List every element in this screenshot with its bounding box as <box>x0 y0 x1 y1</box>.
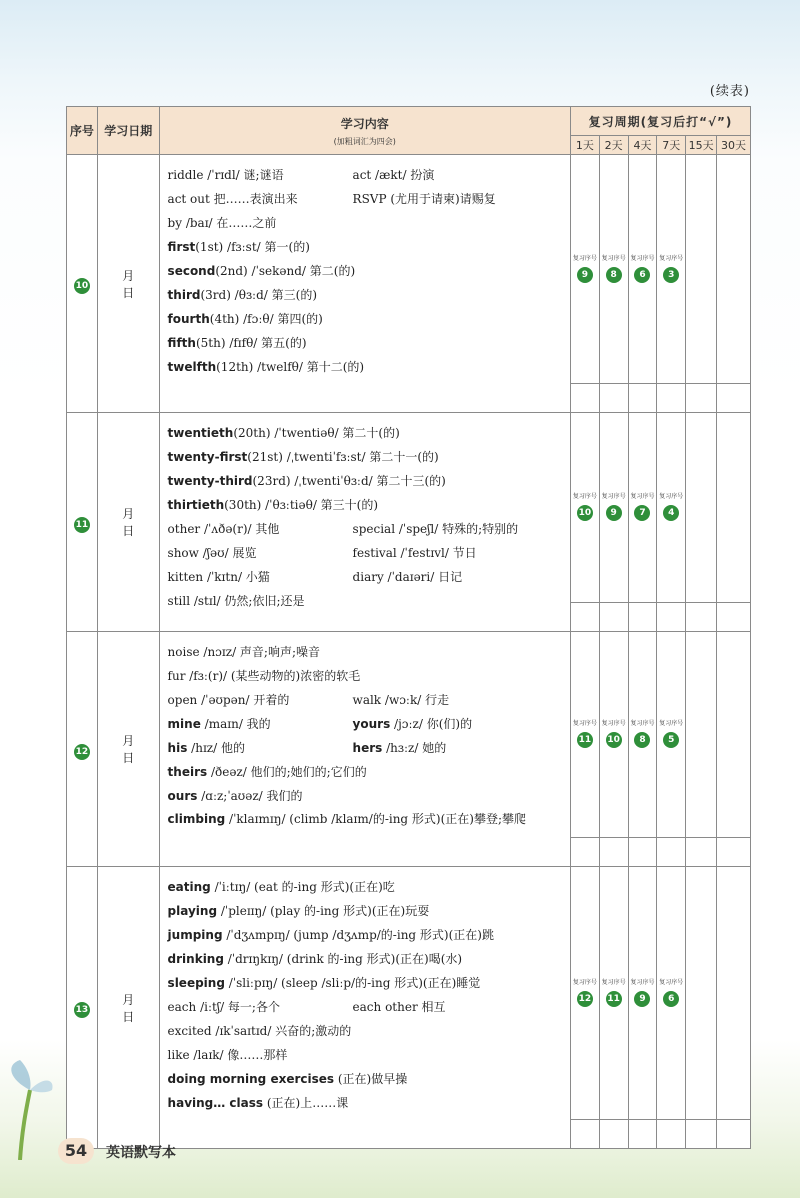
header-day-7: 7天 <box>657 136 686 155</box>
vocab-word: third <box>167 288 201 302</box>
vocab-list <box>159 413 570 632</box>
month-label: 月 <box>122 992 135 1007</box>
review-tick-cell[interactable] <box>599 603 628 632</box>
vocab-entry-second <box>353 995 446 1019</box>
lesson-number-badge: 13 <box>74 1002 90 1018</box>
lesson-number <box>67 155 98 413</box>
review-ref <box>602 494 626 521</box>
vocab-definition: festival /ˈfestɪvl/ 节日 <box>352 546 477 560</box>
vocab-definition: (正在)做早操 <box>334 1072 408 1086</box>
study-date-field[interactable] <box>97 867 159 1149</box>
book-title: 英语默写本 <box>106 1145 176 1161</box>
review-check-cell[interactable] <box>570 867 599 1120</box>
review-check-cell[interactable] <box>599 413 628 603</box>
lesson-number <box>67 867 98 1149</box>
vocab-definition: walk /wɔːk/ 行走 <box>352 693 450 707</box>
review-ref-label: 复习序号 <box>659 254 684 262</box>
review-ref-number: 12 <box>577 991 593 1007</box>
review-ref <box>573 494 597 521</box>
header-content: 学习内容 (加粗词汇为四会) <box>159 107 570 155</box>
review-ref <box>659 256 683 283</box>
review-ref-number: 9 <box>634 991 650 1007</box>
review-check-cell[interactable] <box>686 413 717 603</box>
review-ref-number: 6 <box>634 267 650 283</box>
review-check-cell[interactable] <box>686 632 717 838</box>
vocab-entry <box>168 469 566 493</box>
vocab-definition: /ˈdrɪŋkɪŋ/ (drink 的-ing 形式)(正在)喝(水) <box>223 952 463 966</box>
vocab-entry <box>168 1067 566 1091</box>
vocab-entry <box>168 163 566 187</box>
vocab-entry <box>168 875 566 899</box>
vocab-definition: /ˈsliːpɪŋ/ (sleep /sliːp/的-ing 形式)(正在)睡觉 <box>224 976 481 990</box>
vocab-entry <box>168 355 566 379</box>
vocab-word: sleeping <box>167 976 225 990</box>
review-check-cell[interactable] <box>599 155 628 384</box>
review-tick-cell[interactable] <box>686 603 717 632</box>
review-ref-number: 9 <box>606 505 622 521</box>
review-check-cell[interactable] <box>628 632 657 838</box>
header-seq: 序号 <box>67 107 98 155</box>
review-tick-cell[interactable] <box>686 384 717 413</box>
review-check-cell[interactable] <box>628 867 657 1120</box>
review-tick-cell[interactable] <box>599 1120 628 1149</box>
vocab-definition: (20th) /ˈtwentiəθ/ 第二十(的) <box>233 426 400 440</box>
review-ref-label: 复习序号 <box>659 978 684 986</box>
review-ref-label: 复习序号 <box>572 978 597 986</box>
review-check-cell[interactable] <box>657 867 686 1120</box>
vocab-entry <box>168 760 566 784</box>
review-ref-label: 复习序号 <box>630 493 655 500</box>
vocab-entry-second <box>353 163 435 187</box>
review-tick-cell[interactable] <box>717 838 751 867</box>
day-label: 日 <box>122 524 135 538</box>
review-ref-label: 复习序号 <box>572 493 597 500</box>
review-ref-label: 复习序号 <box>601 978 626 986</box>
vocab-entry <box>168 1019 566 1043</box>
review-ref <box>573 721 597 748</box>
vocab-entry <box>168 995 566 1019</box>
vocab-word: eating <box>167 880 211 894</box>
review-check-cell[interactable] <box>717 632 751 838</box>
vocab-list <box>159 632 570 867</box>
review-ref-label: 复习序号 <box>630 254 655 262</box>
vocab-definition: /jɔːz/ 你(们)的 <box>390 717 473 731</box>
vocab-definition: (1st) /fɜːst/ 第一(的) <box>195 240 310 254</box>
review-tick-cell[interactable] <box>686 1120 717 1149</box>
vocab-entry <box>168 899 566 923</box>
lesson-row <box>67 632 751 838</box>
vocab-word: ours <box>167 789 198 803</box>
vocab-entry <box>168 259 566 283</box>
lesson-number <box>67 413 98 632</box>
vocab-word: yours <box>352 717 391 731</box>
vocab-list <box>159 867 570 1149</box>
vocab-word: playing <box>167 904 218 918</box>
vocab-entry <box>168 784 566 808</box>
month-label: 月 <box>122 734 135 748</box>
vocab-entry <box>168 712 566 736</box>
vocab-word: twentieth <box>167 426 234 440</box>
review-tick-cell[interactable] <box>657 384 686 413</box>
study-date-field[interactable] <box>97 413 159 632</box>
vocab-entry-second <box>353 565 463 589</box>
vocab-definition: /maɪn/ 我的 <box>200 717 271 731</box>
vocab-word: twelfth <box>167 360 217 374</box>
vocab-word: doing morning exercises <box>167 1072 335 1086</box>
header-date: 学习日期 <box>97 107 159 155</box>
review-check-cell[interactable] <box>570 632 599 838</box>
review-tick-cell[interactable] <box>657 603 686 632</box>
lesson-number-badge: 12 <box>74 744 90 760</box>
vocab-definition: other /ˈʌðə(r)/ 其他 <box>167 522 280 536</box>
review-ref <box>659 980 683 1007</box>
review-ref-number: 8 <box>606 267 622 283</box>
review-tick-cell[interactable] <box>657 1120 686 1149</box>
review-tick-cell[interactable] <box>686 838 717 867</box>
review-check-cell[interactable] <box>657 413 686 603</box>
vocab-entry <box>168 235 566 259</box>
vocab-entry <box>168 923 566 947</box>
vocab-definition: by /baɪ/ 在……之前 <box>167 216 277 230</box>
review-tick-cell[interactable] <box>599 384 628 413</box>
vocab-word: first <box>167 240 196 254</box>
study-date-field[interactable] <box>97 155 159 413</box>
vocab-definition: show /ʃəʊ/ 展览 <box>167 546 257 560</box>
vocab-entry-second <box>353 712 473 736</box>
vocab-word: fifth <box>167 336 196 350</box>
vocab-definition: (2nd) /ˈsekənd/ 第二(的) <box>215 264 356 278</box>
header-day-15: 15天 <box>686 136 717 155</box>
review-ref-label: 复习序号 <box>630 978 655 986</box>
vocab-definition: each /iːtʃ/ 每一;各个 <box>167 1000 280 1014</box>
review-ref <box>659 721 683 748</box>
header-day-30: 30天 <box>717 136 751 155</box>
month-label: 月 <box>122 507 135 521</box>
review-tick-cell[interactable] <box>628 838 657 867</box>
review-ref-number: 11 <box>577 732 593 748</box>
vocab-entry-second <box>353 736 447 760</box>
vocab-definition: /ˈiːtɪŋ/ (eat 的-ing 形式)(正在)吃 <box>210 880 395 894</box>
vocab-entry <box>168 565 566 589</box>
review-check-cell[interactable] <box>599 632 628 838</box>
day-label: 日 <box>122 751 135 765</box>
vocab-word: thirtieth <box>167 498 225 512</box>
review-tick-cell[interactable] <box>628 384 657 413</box>
review-tick-cell[interactable] <box>570 838 599 867</box>
review-tick-cell[interactable] <box>717 603 751 632</box>
vocab-definition: (正在)上……课 <box>263 1096 349 1110</box>
vocab-entry <box>168 664 566 688</box>
review-ref <box>573 256 597 283</box>
header-content-sub: (加粗词汇为四会) <box>333 136 396 146</box>
vocab-entry <box>168 640 566 664</box>
vocab-definition: open /ˈəʊpən/ 开着的 <box>167 693 290 707</box>
vocab-entry <box>168 971 566 995</box>
vocab-entry <box>168 736 566 760</box>
vocab-entry <box>168 445 566 469</box>
lesson-row <box>67 413 751 603</box>
vocab-definition: special /ˈspeʃl/ 特殊的;特别的 <box>352 522 519 536</box>
vocab-entry <box>168 187 566 211</box>
review-ref-label: 复习序号 <box>630 720 655 727</box>
vocab-entry <box>168 493 566 517</box>
header-review-cycle: 复习周期(复习后打“√”) <box>570 107 750 136</box>
vocab-word: hers <box>352 741 383 755</box>
vocab-definition: /ˈpleɪɪŋ/ (play 的-ing 形式)(正在)玩耍 <box>217 904 430 918</box>
review-ref-label: 复习序号 <box>601 493 626 500</box>
page-number: 54 <box>58 1138 94 1164</box>
vocab-definition: /hɜːz/ 她的 <box>382 741 447 755</box>
vocab-definition: (5th) /fɪfθ/ 第五(的) <box>195 336 307 350</box>
vocab-entry <box>168 421 566 445</box>
review-ref-label: 复习序号 <box>601 720 626 727</box>
review-ref-label: 复习序号 <box>572 720 597 727</box>
review-ref-number: 11 <box>606 991 622 1007</box>
review-ref <box>573 980 597 1007</box>
vocab-entry <box>168 1091 566 1115</box>
review-check-cell[interactable] <box>599 867 628 1120</box>
month-label: 月 <box>122 268 135 283</box>
review-tick-cell[interactable] <box>628 603 657 632</box>
vocab-definition: (3rd) /θɜːd/ 第三(的) <box>200 288 318 302</box>
review-ref-label: 复习序号 <box>601 254 626 262</box>
vocab-definition: fur /fɜː(r)/ (某些动物的)浓密的软毛 <box>167 669 361 683</box>
vocab-entry <box>168 541 566 565</box>
header-day-4: 4天 <box>628 136 657 155</box>
vocab-definition: /ðeəz/ 他们的;她们的;它们的 <box>207 765 367 779</box>
vocab-word: mine <box>167 717 201 731</box>
review-check-cell[interactable] <box>570 413 599 603</box>
leaf-decoration <box>0 1060 60 1160</box>
vocab-entry-second <box>353 688 450 712</box>
vocab-word: fourth <box>167 312 210 326</box>
vocab-list <box>159 155 570 413</box>
review-check-cell[interactable] <box>717 413 751 603</box>
vocab-word: twenty-first <box>167 450 248 464</box>
vocab-entry <box>168 331 566 355</box>
vocab-definition: (23rd) /ˌtwentiˈθɜːd/ 第二十三(的) <box>252 474 446 488</box>
vocab-definition: noise /nɔɪz/ 声音;响声;噪音 <box>167 645 321 659</box>
vocab-word: his <box>167 741 188 755</box>
review-ref-number: 10 <box>577 505 593 521</box>
review-ref <box>602 256 626 283</box>
vocab-definition: (30th) /ˈθɜːtiəθ/ 第三十(的) <box>224 498 379 512</box>
vocab-entry <box>168 688 566 712</box>
review-ref-number: 5 <box>663 732 679 748</box>
review-ref-number: 9 <box>577 267 593 283</box>
study-date-field[interactable] <box>97 632 159 867</box>
vocab-word: climbing <box>167 812 226 826</box>
review-ref-label: 复习序号 <box>659 720 684 727</box>
review-check-cell[interactable] <box>657 632 686 838</box>
vocab-word: twenty-third <box>167 474 253 488</box>
vocab-entry-second <box>353 517 519 541</box>
review-ref-number: 6 <box>663 991 679 1007</box>
review-check-cell[interactable] <box>628 155 657 384</box>
vocab-entry <box>168 808 566 830</box>
vocab-definition: each other 相互 <box>352 1000 446 1014</box>
review-tick-cell[interactable] <box>599 838 628 867</box>
review-ref-number: 8 <box>634 732 650 748</box>
vocab-definition: RSVP (尤用于请柬)请赐复 <box>352 192 496 206</box>
review-ref <box>630 980 654 1007</box>
vocab-definition: (21st) /ˌtwentiˈfɜːst/ 第二十一(的) <box>247 450 439 464</box>
vocab-definition: act out 把……表演出来 <box>167 192 298 206</box>
review-ref-number: 3 <box>663 267 679 283</box>
review-ref-number: 7 <box>634 505 650 521</box>
review-check-cell[interactable] <box>628 413 657 603</box>
vocab-definition: kitten /ˈkɪtn/ 小猫 <box>167 570 270 584</box>
review-check-cell[interactable] <box>570 155 599 384</box>
vocab-entry-second <box>353 187 496 211</box>
vocab-definition: /ˈdʒʌmpɪŋ/ (jump /dʒʌmp/的-ing 形式)(正在)跳 <box>222 928 494 942</box>
vocab-entry <box>168 1043 566 1067</box>
vocab-definition: act /ækt/ 扮演 <box>352 168 435 182</box>
vocab-definition: riddle /ˈrɪdl/ 谜;谜语 <box>167 168 284 182</box>
lesson-number <box>67 632 98 867</box>
review-ref <box>602 980 626 1007</box>
vocab-entry <box>168 947 566 971</box>
review-ref-label: 复习序号 <box>659 493 684 500</box>
review-tick-cell[interactable] <box>570 603 599 632</box>
review-tick-cell[interactable] <box>570 1120 599 1149</box>
vocab-definition: (12th) /twelfθ/ 第十二(的) <box>216 360 365 374</box>
review-ref <box>602 721 626 748</box>
vocab-definition: /ɑːz;ˈaʊəz/ 我们的 <box>197 789 303 803</box>
vocab-entry <box>168 283 566 307</box>
review-check-cell[interactable] <box>717 155 751 384</box>
review-ref-number: 4 <box>663 505 679 521</box>
vocab-entry <box>168 517 566 541</box>
review-tick-cell[interactable] <box>717 384 751 413</box>
vocab-word: theirs <box>167 765 208 779</box>
vocab-entry <box>168 589 566 613</box>
lesson-number-badge: 11 <box>74 517 90 533</box>
review-tick-cell[interactable] <box>628 1120 657 1149</box>
day-label: 日 <box>122 285 135 300</box>
vocab-definition: diary /ˈdaɪəri/ 日记 <box>352 570 463 584</box>
review-check-cell[interactable] <box>686 155 717 384</box>
review-ref-label: 复习序号 <box>572 254 597 262</box>
review-tick-cell[interactable] <box>717 1120 751 1149</box>
header-day-1: 1天 <box>570 136 599 155</box>
review-ref <box>630 721 654 748</box>
review-ref-number: 10 <box>606 732 622 748</box>
review-check-cell[interactable] <box>717 867 751 1120</box>
review-check-cell[interactable] <box>657 155 686 384</box>
review-tick-cell[interactable] <box>570 384 599 413</box>
day-label: 日 <box>122 1009 135 1024</box>
review-ref <box>659 494 683 521</box>
vocab-definition: still /stɪl/ 仍然;依旧;还是 <box>167 594 305 608</box>
header-day-2: 2天 <box>599 136 628 155</box>
review-ref <box>630 256 654 283</box>
continued-label: (续表) <box>709 84 750 99</box>
vocab-entry-second <box>353 541 477 565</box>
review-ref <box>630 494 654 521</box>
vocab-definition: like /laɪk/ 像……那样 <box>167 1048 288 1062</box>
review-check-cell[interactable] <box>686 867 717 1120</box>
vocab-definition: excited /ɪkˈsaɪtɪd/ 兴奋的;激动的 <box>167 1024 352 1038</box>
vocab-definition: (4th) /fɔːθ/ 第四(的) <box>209 312 323 326</box>
lesson-number-badge: 10 <box>74 278 90 294</box>
vocab-word: drinking <box>167 952 224 966</box>
lesson-row <box>67 867 751 1120</box>
vocab-table <box>66 106 751 1149</box>
vocab-word: jumping <box>167 928 223 942</box>
lesson-row <box>67 155 751 384</box>
vocab-entry <box>168 307 566 331</box>
vocab-definition: /hɪz/ 他的 <box>187 741 245 755</box>
vocab-definition: /ˈklaɪmɪŋ/ (climb /klaɪm/的-ing 形式)(正在)攀登;攀爬 <box>225 812 527 826</box>
vocab-word: second <box>167 264 216 278</box>
vocab-word: having… class <box>167 1096 264 1110</box>
vocab-entry <box>168 211 566 235</box>
review-tick-cell[interactable] <box>657 838 686 867</box>
